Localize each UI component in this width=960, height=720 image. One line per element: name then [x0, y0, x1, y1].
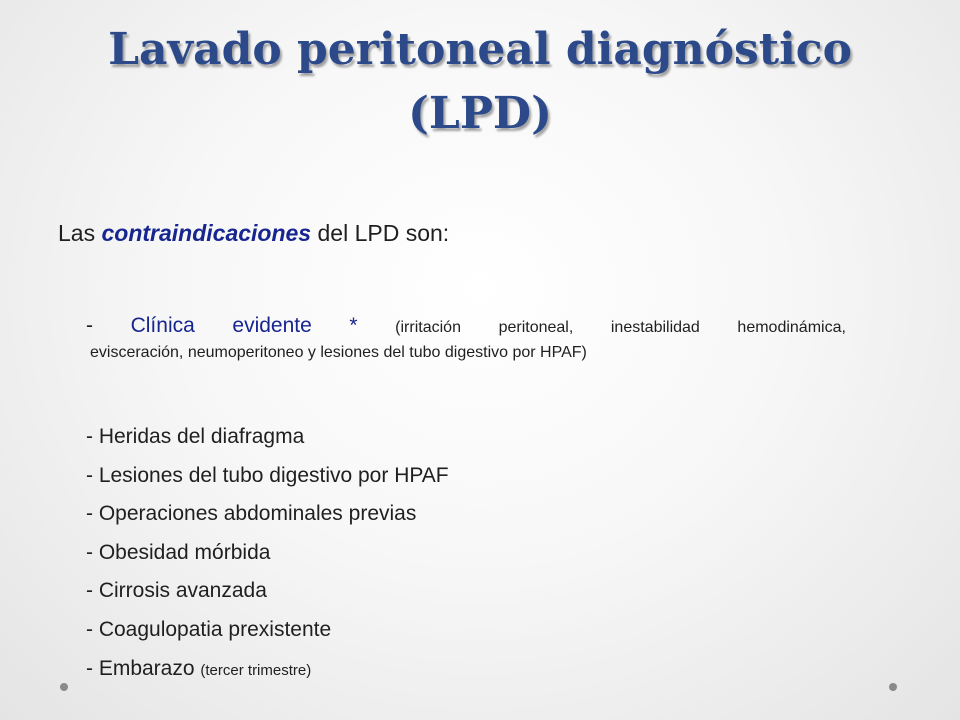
embarazo-label: - Embarazo	[86, 656, 195, 680]
right-bullet-dot	[889, 683, 897, 691]
clinica-word: Clínica	[130, 314, 195, 337]
intro-suffix: del LPD son:	[317, 220, 450, 246]
slide-title-line1: Lavado peritoneal diagnóstico	[108, 24, 852, 75]
slide-title	[0, 18, 960, 146]
list-item: - Obesidad mórbida	[86, 540, 271, 564]
clinica-detail-word-3: inestabilidad	[610, 319, 700, 336]
asterisk: *	[349, 314, 358, 337]
clinica-evidente-item	[86, 314, 846, 362]
clinica-detail-word-4: hemodinámica,	[737, 319, 846, 336]
embarazo-note: (tercer trimestre)	[200, 661, 312, 679]
intro-emphasis: contraindicaciones	[101, 220, 312, 246]
clinica-detail-word-2: peritoneal,	[498, 319, 574, 336]
intro-prefix: Las	[58, 220, 96, 246]
list-item: - Heridas del diafragma	[86, 425, 305, 448]
clinica-line1	[86, 314, 846, 338]
list-item: - Cirrosis avanzada	[86, 579, 267, 603]
clinica-dash: -	[86, 314, 93, 337]
clinica-detail-word-1: (irritación	[395, 319, 461, 336]
clinica-line2: evisceración, neumoperitoneo y lesiones del tubo digestivo por HPAF)	[90, 344, 587, 361]
list-item: - Operaciones abdominales previas	[86, 502, 417, 526]
intro-text	[58, 220, 449, 247]
left-bullet-dot	[60, 683, 68, 691]
list-item: - Lesiones del tubo digestivo por HPAF	[86, 463, 449, 487]
list-item: - Coagulopatia prexistente	[86, 617, 332, 641]
list-item-embarazo	[86, 650, 449, 691]
contraindications-list	[86, 418, 449, 690]
evidente-word: evidente	[232, 314, 312, 337]
slide-title-line2: (LPD)	[408, 88, 552, 139]
